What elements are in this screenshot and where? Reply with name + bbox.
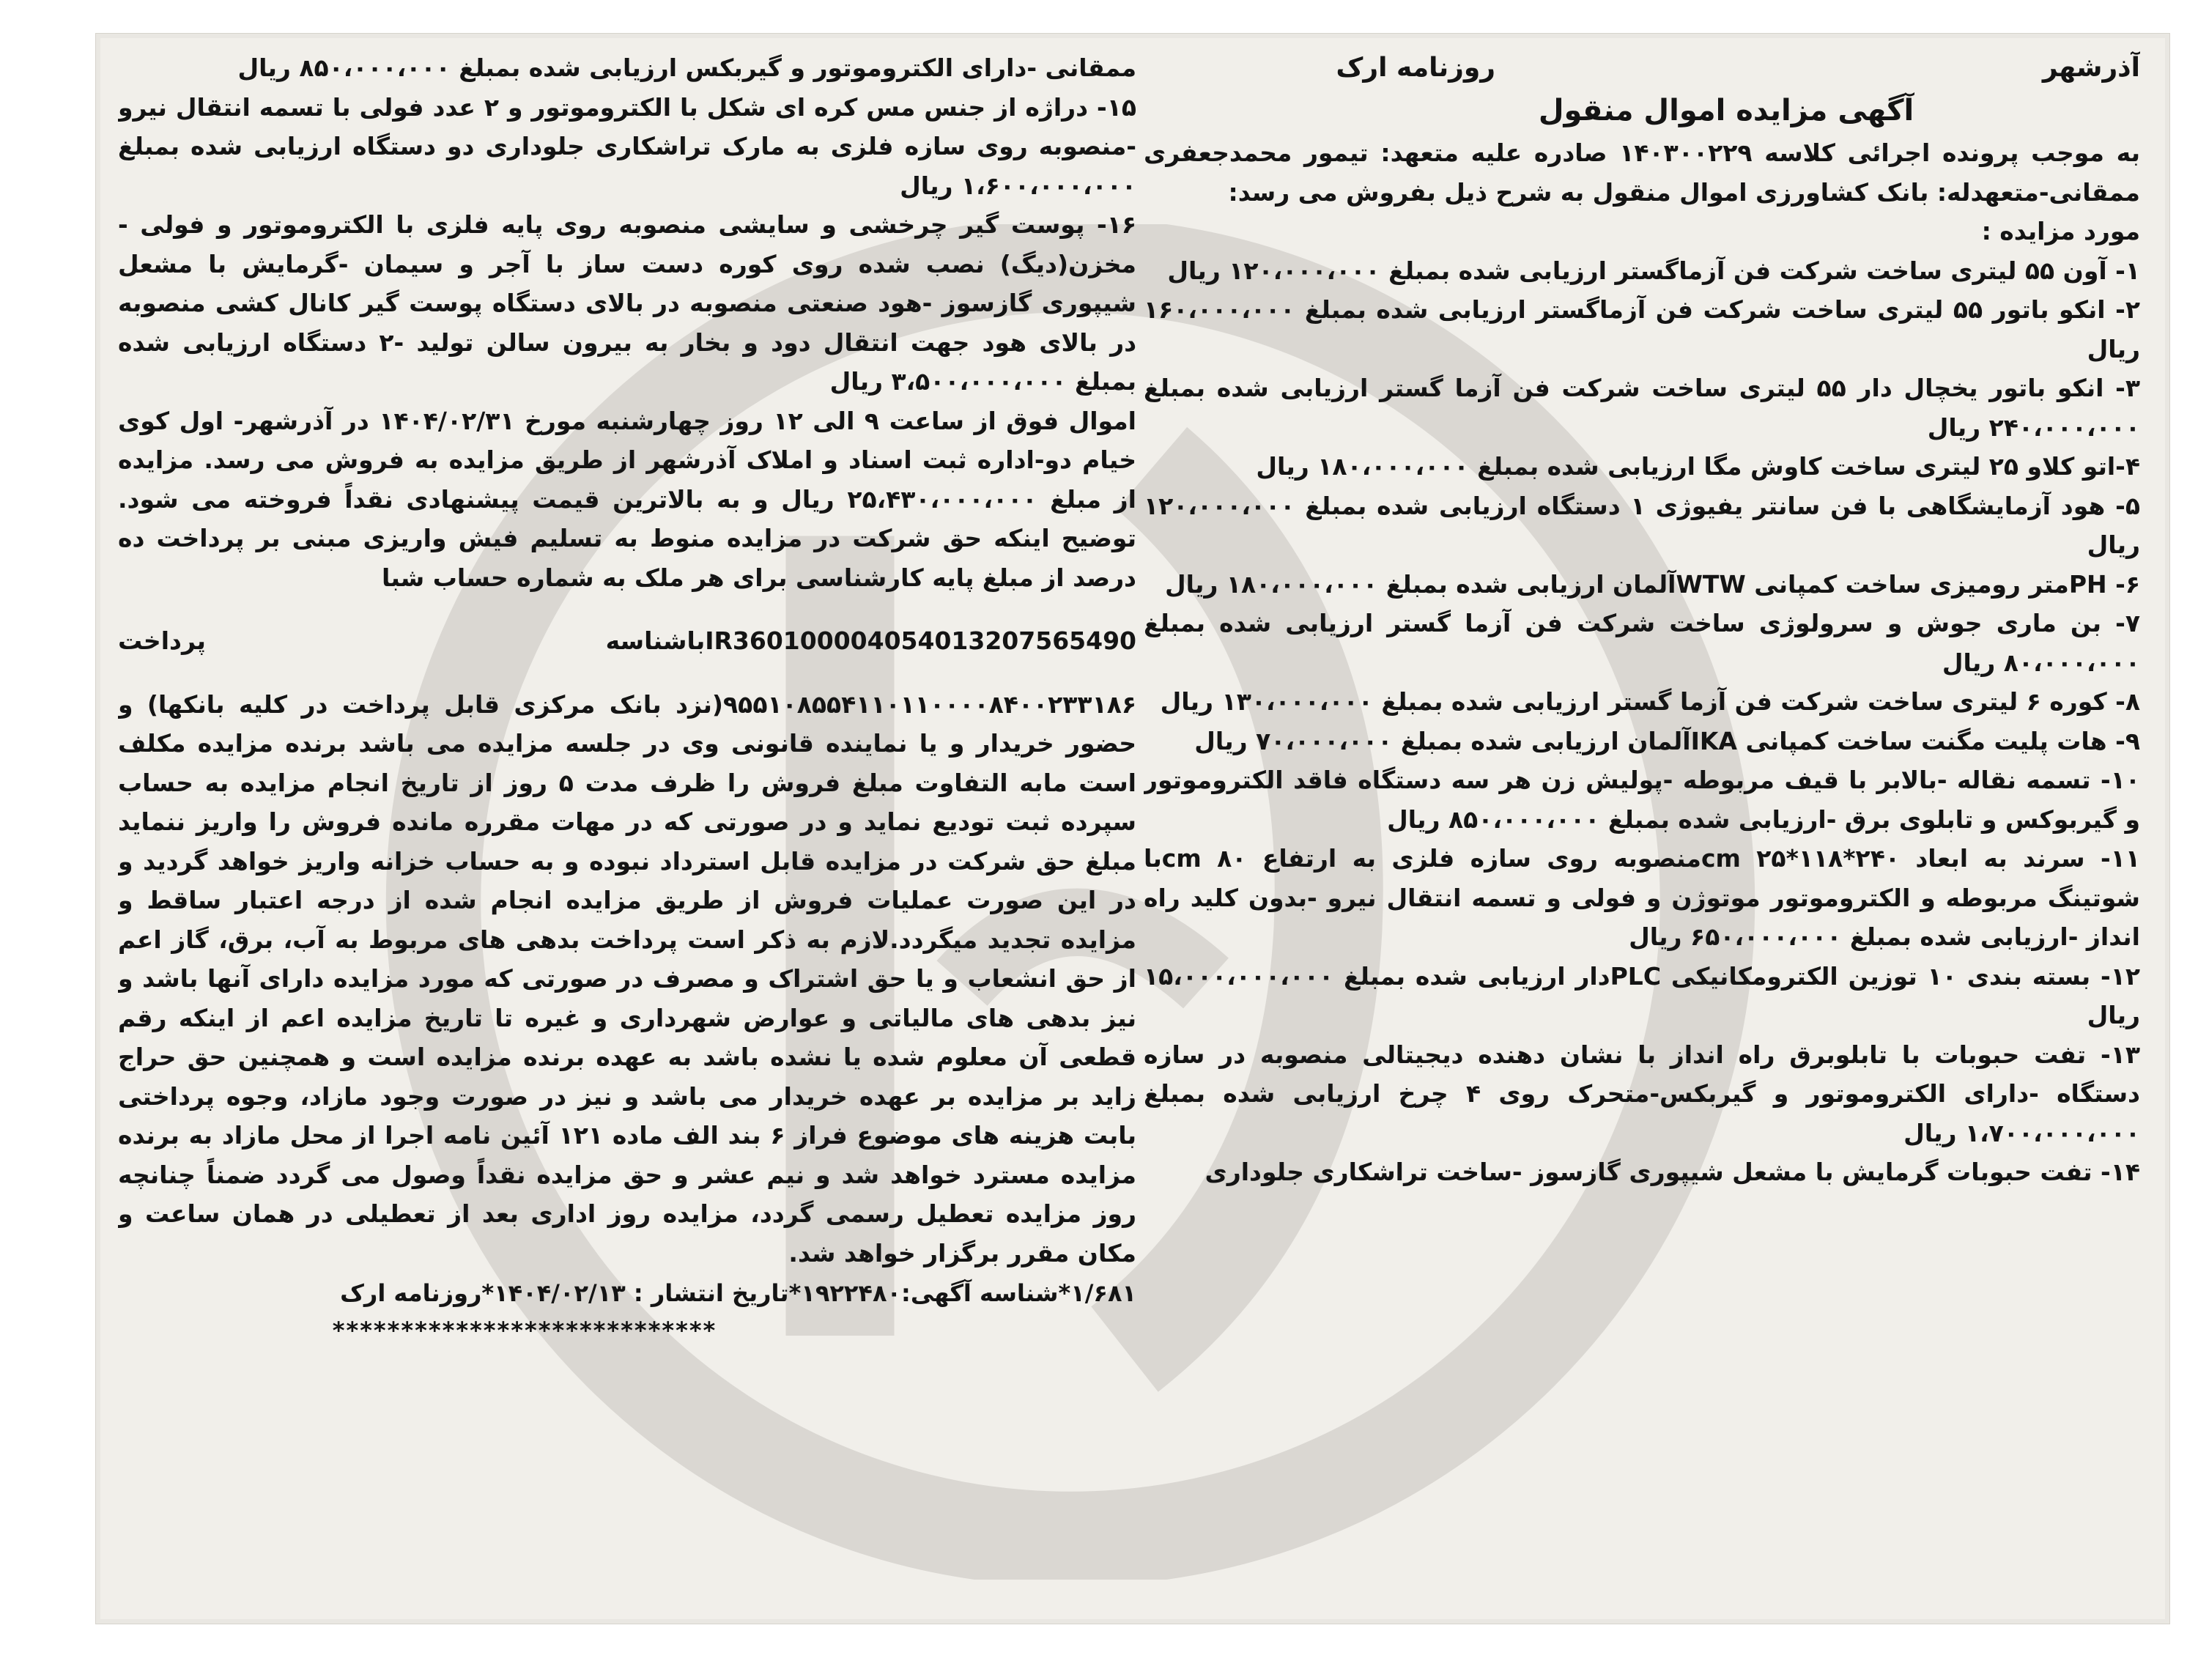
list-item: ۴-اتو کلاو ۲۵ لیتری ساخت کاوش مگا ارزیابی شده بمبلغ ۱۸۰،۰۰۰،۰۰۰ ریال [1256,452,2140,481]
newspaper-name: روزنامه ارک [1336,53,1495,83]
list-item: ۱- آون ۵۵ لیتری ساخت شرکت فن آزماگستر ارزیابی شده بمبلغ ۱۲۰،۰۰۰،۰۰۰ ریال [1167,256,2140,285]
right-column [1144,48,2140,1580]
left-column [118,48,1136,1580]
list-item: ۹- هات پلیت مگنت ساخت کمپانی IKAآلمان ارزیابی شده بمبلغ ۷۰،۰۰۰،۰۰۰ ریال [1194,726,2140,755]
list-item: ۵- هود آزمایشگاهی با فن سانتر یفیوژی ۱ دستگاه ارزیابی شده بمبلغ ۱۲۰،۰۰۰،۰۰۰ ریال [1144,491,2140,559]
ad-footer: ۱/۶۸۱*شناسه آگهی:۱۹۲۲۴۸۰*تاریخ انتشار : ۱۴۰۴/۰۲/۱۳*روزنامه ارک [340,1279,1136,1307]
list-item-continued: ممقانی -دارای الکتروموتور و گیربکس ارزیابی شده بمبلغ ۸۵۰،۰۰۰،۰۰۰ ریال [237,53,1136,82]
iban-line: IR360100004054013207565490باشناسه پرداخت [118,626,1136,655]
auction-conditions: اموال فوق از ساعت ۹ الی ۱۲ روز چهارشنبه مورخ ۱۴۰۴/۰۲/۳۱ در آذرشهر- اول کوی خیام دو-اداره ثبت اسناد و املاک آذرشهر از طریق مزایده به فروش می رسد. مزایده از مبلغ ۲۵،۴۳۰،۰۰۰،۰۰۰ ریال و به بالاترین قیمت پیشنهادی نقداً فروخته می شود. توضیح اینکه حق شرکت در مزایده منوط به تسلیم فیش واریزی مبنی بر پرداخت ده درصد از مبلغ پایه کارشناسی برای هر ملک به شماره حساب شبا [118,406,1136,592]
masthead [1144,48,2140,94]
list-item: ۱۴- تفت حبوبات گرمایش با مشعل شیپوری گازسوز -ساخت تراشکاری جلوداری [1205,1158,2140,1186]
list-item: ۱۶- پوست گیر چرخشی و سایشی منصوبه روی پایه فلزی با الکتروموتور و فولی - مخزن(دیگ) نصب شده روی کوره دست ساز با آجر و سیمان -گرمایش با مشعل شیپوری گازسوز -هود صنعتی منصوبه در بالای دستگاه پوست گیر کانال کشی منصوبه در بالای هود جهت انتقال دود و بخار به بیرون سالن تولید -۲ دستگاه ارزیابی شده بمبلغ ۳،۵۰۰،۰۰۰،۰۰۰ ریال [118,210,1136,396]
list-item: ۱۲- بسته بندی ۱۰ توزین الکترومکانیکی PLCدار ارزیابی شده بمبلغ ۱۵،۰۰۰،۰۰۰،۰۰۰ ریال [1144,961,2140,1029]
list-item: ۳- انکو باتور یخچال دار ۵۵ لیتری ساخت شرکت فن آزما گستر ارزیابی شده بمبلغ ۲۴۰،۰۰۰،۰۰۰ ریال [1144,374,2140,442]
separator-stars: **************************** [332,1317,717,1344]
list-item: ۷- بن ماری جوش و سرولوژی ساخت شرکت فن آزما گستر ارزیابی شده بمبلغ ۸۰،۰۰۰،۰۰۰ ریال [1144,609,2140,677]
items-heading: مورد مزایده : [1981,217,2140,245]
list-item: ۸- کوره ۶ لیتری ساخت شرکت فن آزما گستر ارزیابی شده بمبلغ ۱۳۰،۰۰۰،۰۰۰ ریال [1160,687,2140,716]
list-item: ۱۳- تفت حبوبات با تابلوبرق راه انداز با نشان دهنده دیجیتالی منصوبه در سازه دستگاه -دارای الکتروموتور و گیربکس-متحرک روی ۴ چرخ ارزیابی شده بمبلغ ۱،۷۰۰،۰۰۰،۰۰۰ ریال [1144,1040,2140,1147]
ad-title: آگهی مزایده اموال منقول [1538,94,1914,127]
intro-paragraph: به موجب پرونده اجرائی کلاسه ۱۴۰۳۰۰۲۲۹ صادره علیه متعهد: تیمور محمدجعفری ممقانی-متعهدله: بانک کشاورزی اموال منقول به شرح ذیل بفروش می رسد: [1144,138,2140,207]
list-item: ۱۵- دراژه از جنس مس کره ای شکل با الکتروموتور و ۲ عدد فولی با تسمه انتقال نیرو -منصوبه روی سازه فلزی به مارک تراشکاری جلوداری دو دستگاه ارزیابی شده بمبلغ ۱،۶۰۰،۰۰۰،۰۰۰ ریال [118,92,1136,200]
newspaper-clipping [95,33,2170,1624]
auction-conditions-continued: ۹۵۵۱۰۸۵۵۴۱۱۰۱۱۰۰۰۰۸۴۰۰۲۳۳۱۸۶(نزد بانک مرکزی قابل پرداخت در کلیه بانکها) و حضور خریدار و یا نماینده قانونی وی در جلسه مزایده می باشد برنده مزایده مکلف است مابه التفاوت مبلغ فروش را ظرف مدت ۵ روز از تاریخ انجام مزایده به حساب سپرده ثبت تودیع نماید و در صورتی که در مهات مقرره مانده فروش را واریز ننماید مبلغ حق شرکت در مزایده قابل استرداد نبوده و به حساب خزانه واریز خواهد گردید و در این صورت عملیات فروش از طریق مزایده انجام شده از درجه اعتبار ساقط و مزایده تجدید میگردد.لازم به ذکر است پرداخت بدهی های مربوط به آب، برق، گاز اعم از حق انشعاب و یا حق اشتراک و مصرف در صورتی که مورد مزایده دارای آنها باشد و نیز بدهی های مالیاتی و عوارض شهرداری و غیره تا تاریخ مزایده اعم از اینکه رقم قطعی آن معلوم شده یا نشده باشد به عهده برنده مزایده است و همچنین حق حراج زاید بر مزایده بر عهده خریدار می باشد و نیز در صورت وجود مازاد، وجوه پرداختی بابت هزینه های موضوع فراز ۶ بند الف ماده ۱۲۱ آئین نامه اجرا از محل مازاد به برنده مزایده مسترد خواهد شد و نیم عشر و حق مزایده نقداً وصول می گردد ضمناً چنانچه روز مزایده تعطیل رسمی گردد، مزایده روز اداری بعد از تعطیلی در همان ساعت و مکان مقرر برگزار خواهد شد. [118,689,1136,1268]
list-item: ۶- PHمتر رومیزی ساخت کمپانی WTWآلمان ارزیابی شده بمبلغ ۱۸۰،۰۰۰،۰۰۰ ریال [1164,569,2140,599]
list-item: ۱۰- تسمه نقاله -بالابر با قیف مربوطه -پولیش زن هر سه دستگاه فاقد الکتروموتور و گیربوکس و تابلوی برق -ارزیابی شده بمبلغ ۸۵۰،۰۰۰،۰۰۰ ریال [1144,766,2140,834]
list-item: ۲- انکو باتور ۵۵ لیتری ساخت شرکت فن آزماگستر ارزیابی شده بمبلغ ۱۶۰،۰۰۰،۰۰۰ ریال [1144,295,2140,363]
list-item: ۱۱- سرند به ابعاد ۲۴۰*۱۱۸*۲۵ cmمنصوبه روی سازه فلزی به ارتفاع ۸۰ cmبا شوتینگ مربوطه و الکتروموتور موتوژن و فولی و تسمه انتقال نیرو -بدون کلید راه انداز -ارزیابی شده بمبلغ ۶۵۰،۰۰۰،۰۰۰ ریال [1144,844,2140,951]
city-name: آذرشهر [2042,53,2140,83]
